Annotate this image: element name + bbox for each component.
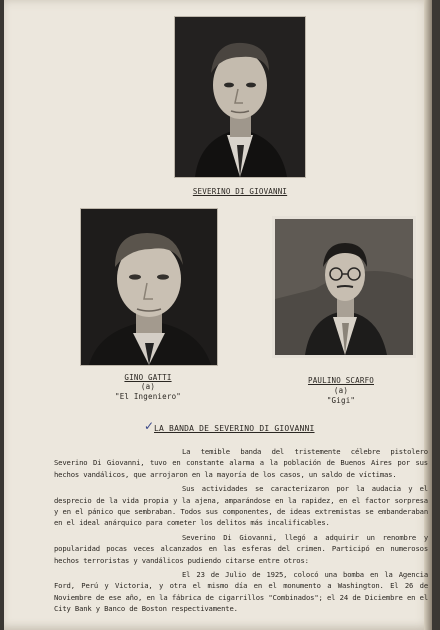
caption-severino: SEVERINO DI GIOVANNI	[192, 187, 288, 196]
photo-paulino-scarfo	[272, 216, 416, 358]
caption-gatti-alias-prefix: (a)	[140, 382, 156, 391]
check-mark-icon: ✓	[144, 419, 155, 433]
paragraph-3: Severino Di Giovanni, llegó a adquirir un renombre y popularidad pocas veces alcanzados en las esferas del crimen. Participó en numerosos hechos terroristas y vandálicos pudiendo citarse entre otros:	[54, 532, 428, 565]
caption-gatti-name: GINO GATTI	[124, 373, 172, 382]
document-page	[4, 0, 432, 630]
caption-scarfo-alias-prefix: (a)	[333, 386, 349, 395]
paragraph-2: Sus actividades se caracterizaron por la audacia y el desprecio de la vida propia y la ajena, amparándose en la rapidez, en el factor sorpresa y en el pánico que sembraban. Todos sus componentes, de ideas extremistas se embanderaban en el ideal anárquico para cometer los delitos más incalificables.	[54, 484, 428, 528]
paragraph-1: La temible banda del tristemente célebre pistolero Severino Di Giovanni, tuvo en constante alarma a la población de Buenos Aires por sus hechos vandálicos, que arrojaron en la mayoría de los casos, un saldo de víctimas.	[54, 447, 428, 479]
caption-scarfo-alias: "Gigi"	[326, 396, 356, 405]
photo-severino-di-giovanni	[174, 16, 306, 178]
section-heading: LA BANDA DE SEVERINO DI GIOVANNI	[154, 424, 315, 433]
paragraph-4: El 23 de Julio de 1925, colocó una bomba en la Agencia Ford, Perú y Victoria, y otra el mismo día en el monumento a Washington. El 26 de Noviembre de ese año, en la fábrica de cigarrillos "Combinados"; el 24 de Diciembre en el City Bank y Banco de Boston respectivamente.	[54, 570, 428, 614]
caption-gatti-alias: "El Ingeniero"	[114, 392, 181, 401]
body-text	[54, 446, 428, 618]
photo-gino-gatti	[80, 208, 218, 366]
caption-scarfo-name: PAULINO SCARFO	[307, 376, 374, 385]
